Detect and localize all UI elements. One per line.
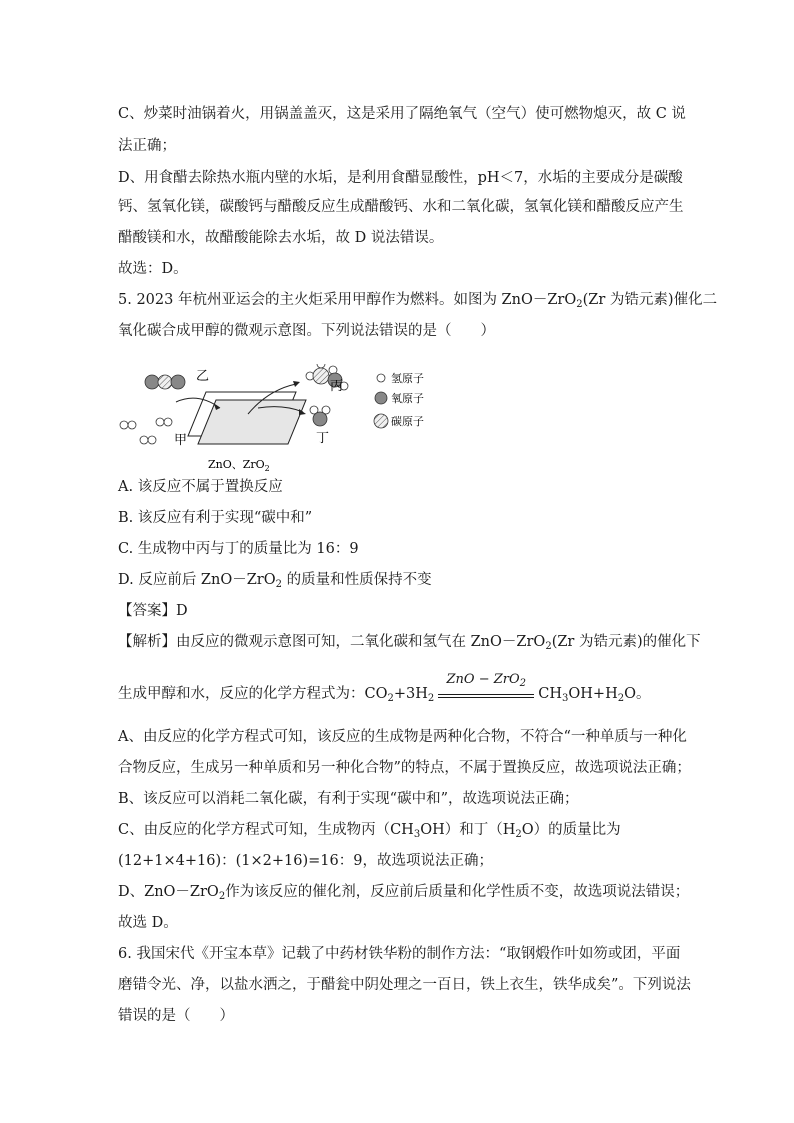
q5-answer: 【答案】D xyxy=(118,603,188,619)
q5-explanation-line-1: 【解析】由反应的微观示意图可知，二氧化碳和氢气在 ZnO－ZrO$_2$(Zr 为锆元素)的催化下 xyxy=(118,634,701,652)
q5-option-b: B. 该反应有利于实现“碳中和” xyxy=(118,510,313,526)
arrowhead xyxy=(299,409,306,415)
prev-answer: 故选：D。 xyxy=(118,261,188,277)
q5-option-a: A. 该反应不属于置换反应 xyxy=(118,479,283,495)
h2-atom xyxy=(156,418,164,426)
co2-carbon-atom xyxy=(158,375,172,389)
reaction-diagram-svg xyxy=(118,364,448,474)
h2-atom xyxy=(140,436,148,444)
label-bing: 丙 xyxy=(330,379,344,394)
q5-stem-line-1: 5. 2023 年杭州亚运会的主火炬采用甲醇作为燃料。如图为 ZnO－ZrO$_2$(Zr 为锆元素)催化二 xyxy=(118,292,718,310)
equation-catalyst: ZnO − ZrO$_2$ xyxy=(446,672,527,689)
equation-arrow xyxy=(436,672,536,708)
q5-final-answer: 故选 D。 xyxy=(118,915,178,931)
equation-rhs: $CH_3OH+H_2O$ xyxy=(538,686,636,704)
q5-analysis-a-line-1: A、由反应的化学方程式可知，该反应的生成物是两种化合物，不符合“一种单质与一种化 xyxy=(118,729,687,745)
legend-carbon-symbol xyxy=(374,414,388,428)
legend-oxygen-symbol xyxy=(375,392,387,404)
q6-line-1: 6. 我国宋代《开宝本草》记载了中药材铁华粉的制作方法：“取钢煅作叶如笏或团，平面 xyxy=(118,946,681,962)
water-o-atom xyxy=(313,412,327,426)
catalyst-label: ZnO、ZrO$_2$ xyxy=(208,458,270,473)
prev-c-line-2: 法正确； xyxy=(118,138,176,154)
prev-d-line-2: 钙、氢氧化镁，碳酸钙与醋酸反应生成醋酸钙、水和二氧化碳，氢氧化镁和醋酸反应产生 xyxy=(118,199,684,215)
methanol-c-atom xyxy=(313,368,329,384)
catalyst-plate-front xyxy=(198,400,306,444)
prev-d-line-3: 醋酸镁和水，故醋酸能除去水垢，故 D 说法错误。 xyxy=(118,230,444,246)
co2-oxygen-atom xyxy=(171,375,185,389)
arrowhead xyxy=(293,381,300,387)
prev-c-line-1: C、炒菜时油锅着火，用锅盖盖灭，这是采用了隔绝氧气（空气）使可燃物熄灭，故 C 说 xyxy=(118,106,686,122)
q5-analysis-c-line-1: C、由反应的化学方程式可知，生成物丙$(CH_3OH)$和丁$(H_2O)$的质量比为 xyxy=(118,822,621,840)
h2-atom xyxy=(120,421,128,429)
q5-analysis-c-line-2: (12+1×4+16)：(1×2+16)=16：9，故选项说法正确； xyxy=(118,853,493,869)
q5-stem-line-2: 氧化碳合成甲醇的微观示意图。下列说法错误的是（ ） xyxy=(118,323,495,339)
q5-analysis-d: D、ZnO－ZrO$_2$作为该反应的催化剂，反应前后质量和化学性质不变，故选项说法错误； xyxy=(118,884,690,902)
q5-analysis-a-line-2: 合物反应，生成另一种单质和另一种化合物”的特点，不属于置换反应，故选项说法正确； xyxy=(118,760,691,776)
equation-intro: 生成甲醇和水，反应的化学方程式为： xyxy=(118,686,365,702)
prev-d-line-1: D、用食醋去除热水瓶内壁的水垢，是利用食醋显酸性，pH＜7，水垢的主要成分是碳酸 xyxy=(118,170,683,186)
q5-option-d: D. 反应前后 ZnO－ZrO$_2$ 的质量和性质保持不变 xyxy=(118,572,432,590)
q5-option-c: C. 生成物中丙与丁的质量比为 16：9 xyxy=(118,541,359,557)
h2-atom xyxy=(128,421,136,429)
label-jia: 甲 xyxy=(174,433,188,448)
legend-oxygen-label: 氧原子 xyxy=(391,392,424,405)
q6-line-2: 磨错令光、净，以盐水洒之，于醋瓮中阴处理之一百日，铁上衣生，铁华成矣”。下列说法 xyxy=(118,977,691,993)
label-yi: 乙 xyxy=(196,369,210,384)
legend-hydrogen-label: 氢原子 xyxy=(391,372,424,385)
q6-line-3: 错误的是（ ） xyxy=(118,1008,234,1024)
h2-atom xyxy=(148,436,156,444)
reaction-diagram xyxy=(118,364,448,474)
legend-carbon-label: 碳原子 xyxy=(391,415,424,428)
methanol-h-atom xyxy=(317,364,325,368)
co2-oxygen-atom xyxy=(145,375,159,389)
label-ding: 丁 xyxy=(316,431,330,446)
q5-equation-line: 生成甲醇和水，反应的化学方程式为：$CO_2+3H_2$ ZnO − ZrO$_2$ $CH_3OH+H_2O$。 xyxy=(118,680,650,710)
legend-hydrogen-symbol xyxy=(377,374,385,382)
equation-lhs: $CO_2+3H_2$ xyxy=(364,686,435,704)
q5-analysis-b: B、该反应可以消耗二氧化碳，有利于实现“碳中和”，故选项说法正确； xyxy=(118,791,579,807)
h2-atom xyxy=(164,418,172,426)
